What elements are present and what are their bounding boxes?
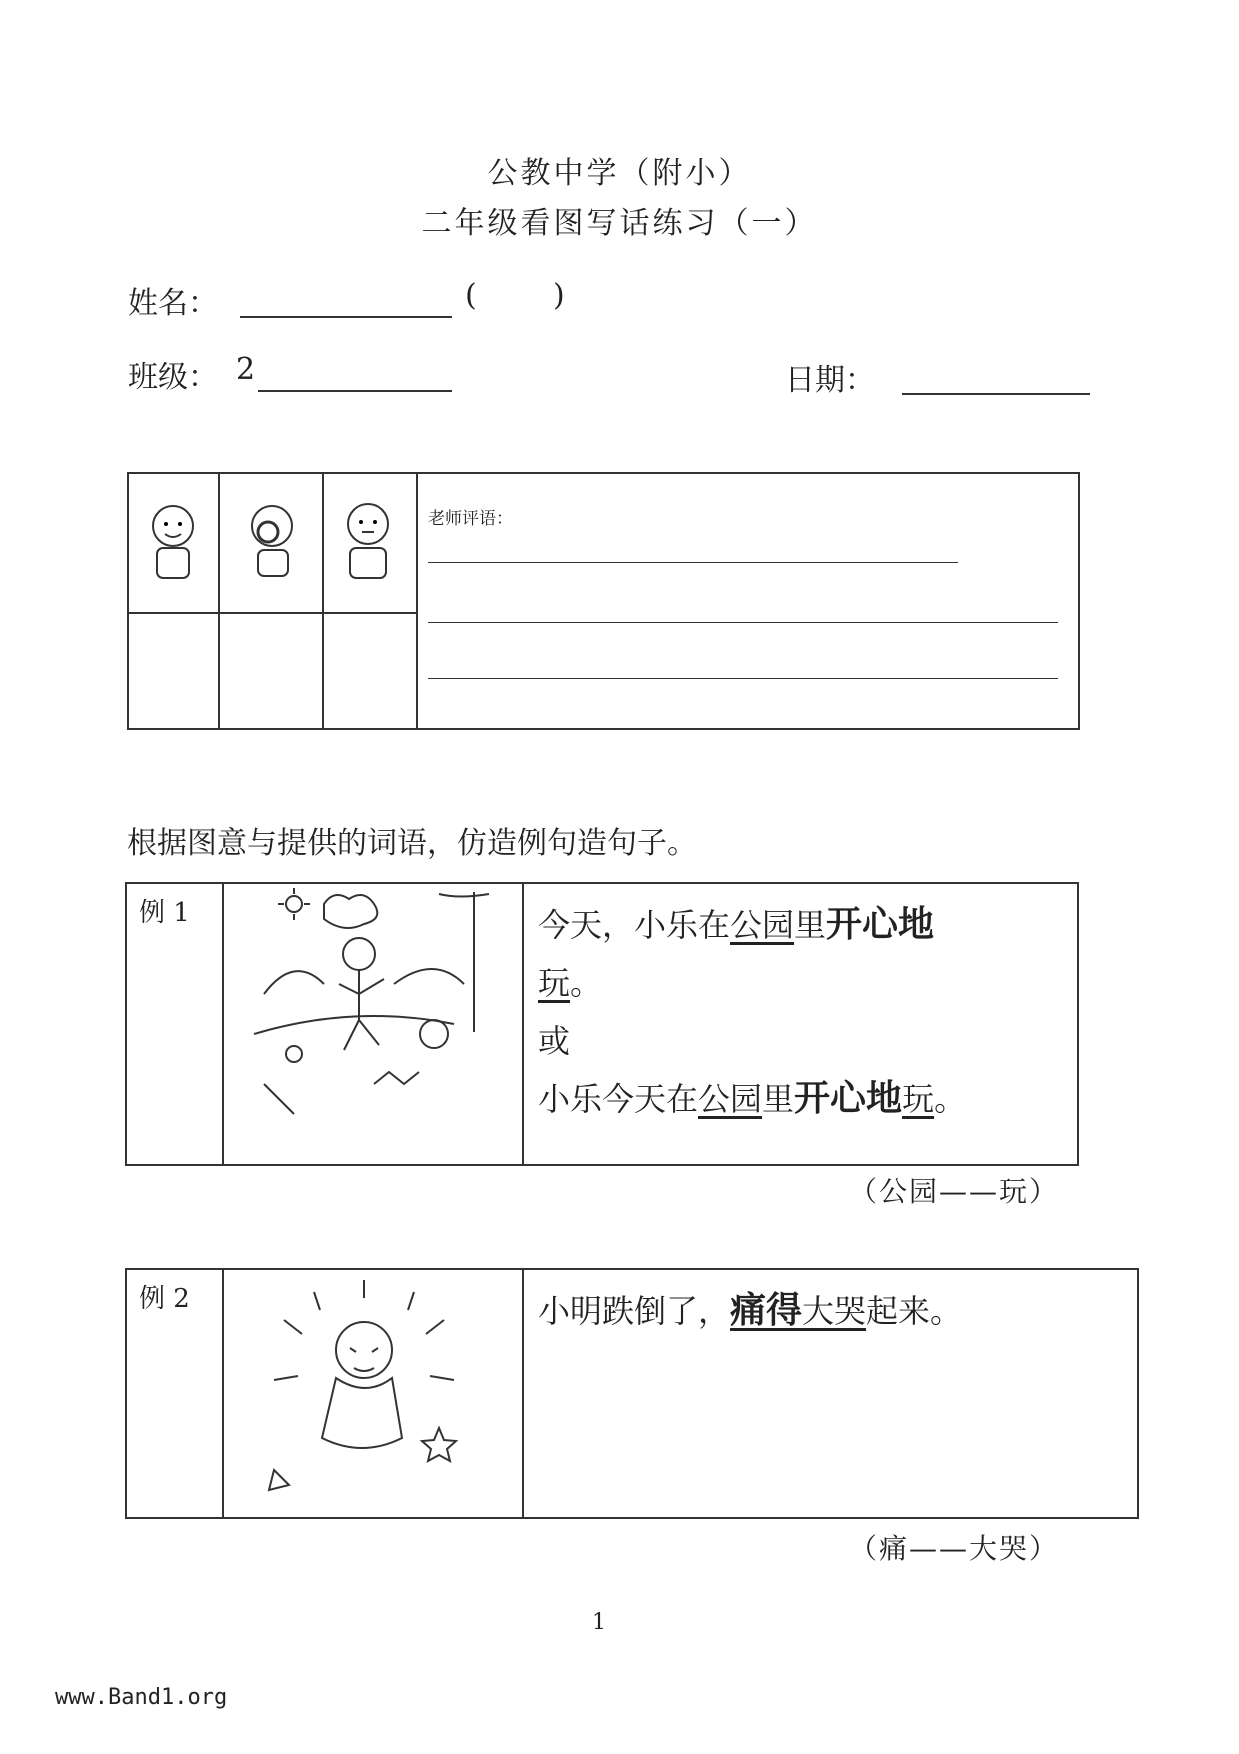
comment-line[interactable] [428,678,1058,679]
keyword: 玩 [538,964,571,1002]
child-reading-icon [129,474,218,608]
or-label: 或 [538,1022,571,1060]
watermark-link[interactable]: www.Band1.org [55,1685,228,1710]
comment-line[interactable] [428,562,958,563]
example-2-label: 例 2 [127,1270,224,1517]
text: 起来。 [866,1292,963,1330]
park-play-illustration [224,884,522,1164]
page-number: 1 [592,1610,606,1635]
emphasis: 开心地 [826,904,935,945]
keyword: 公园 [730,906,795,944]
face-writing-cell[interactable] [323,473,417,613]
child-magnifier-icon [220,474,322,608]
date-field[interactable] [902,393,1090,395]
text: 小明跌倒了， [538,1292,731,1330]
text: 里 [794,906,827,944]
keyword: 玩 [902,1080,935,1118]
face-happy-cell[interactable] [128,473,219,613]
face-magnifier-cell[interactable] [219,473,323,613]
example-2-sentence [524,1270,1137,1517]
example-2-hint: （痛——大哭） [848,1532,1059,1565]
text: 里 [762,1080,795,1118]
seat-number-field[interactable]: ( ) [465,278,565,313]
name-label: 姓名： [128,286,218,321]
class-value: 2 [236,352,256,387]
keyword: 公园 [698,1080,763,1118]
school-name: 公教中学（附小） [487,156,752,191]
teacher-comment-cell [417,473,1079,729]
text: 。 [570,964,603,1002]
child-writing-icon [324,474,416,608]
comment-line[interactable] [428,622,1058,623]
class-label: 班级： [128,360,218,395]
name-field[interactable] [240,316,452,318]
text: 小乐今天在 [538,1080,699,1118]
example-2 [125,1268,1139,1519]
class-field[interactable] [258,390,452,392]
example-1-sentences [524,884,1077,1164]
example-1-hint: （公园——玩） [848,1175,1059,1208]
keyword: 大哭 [802,1292,867,1330]
teacher-comment-label: 老师评语： [428,509,513,529]
text: 。 [934,1080,967,1118]
example-1 [125,882,1079,1166]
text: 今天，小乐在 [538,906,731,944]
child-crying-illustration [224,1270,522,1517]
emphasis: 开心地 [794,1078,903,1119]
grade-cell[interactable] [219,613,323,729]
instruction: 根据图意与提供的词语，仿造例句造句子。 [127,826,697,861]
grade-cell[interactable] [128,613,219,729]
worksheet-title: 二年级看图写话练习（一） [421,206,818,241]
emphasis: 痛得 [730,1290,803,1331]
example-1-label: 例 1 [127,884,224,1164]
date-label: 日期： [785,363,875,398]
score-table [127,472,1080,730]
grade-cell[interactable] [323,613,417,729]
